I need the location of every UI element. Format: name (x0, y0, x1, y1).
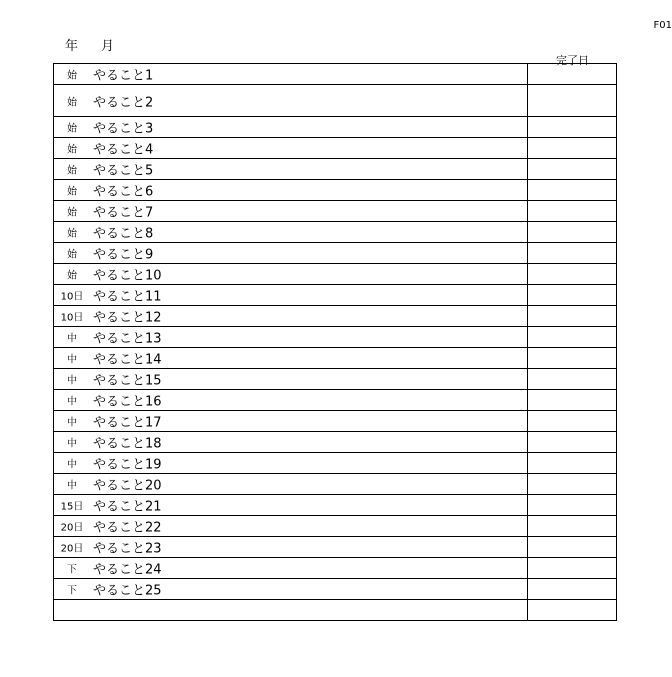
task-cell (54, 390, 528, 411)
task-table (53, 63, 617, 621)
task-label: やること15 (93, 373, 162, 389)
task-label: やること18 (93, 436, 162, 452)
done-date-cell[interactable] (528, 64, 617, 85)
period-tag: 始 (67, 186, 77, 198)
period-tag: 20日 (60, 543, 84, 555)
table-row (54, 85, 617, 117)
task-cell (54, 243, 528, 264)
table-row (54, 474, 617, 495)
task-table-body (54, 64, 617, 621)
table-row (54, 138, 617, 159)
table-row (54, 327, 617, 348)
table-row (54, 579, 617, 600)
task-label: やること13 (93, 331, 162, 347)
month-label: 月 (101, 39, 115, 54)
done-date-cell[interactable] (528, 285, 617, 306)
table-row (54, 369, 617, 390)
done-date-cell[interactable] (528, 432, 617, 453)
period-tag: 始 (67, 207, 77, 219)
task-cell (54, 495, 528, 516)
done-date-cell[interactable] (528, 453, 617, 474)
task-label: やること23 (93, 541, 162, 557)
task-cell (54, 537, 528, 558)
table-row (54, 306, 617, 327)
task-label: やること22 (93, 520, 162, 536)
done-date-header: 完了日 (556, 54, 589, 67)
task-cell (54, 306, 528, 327)
task-cell (54, 117, 528, 138)
task-cell (54, 201, 528, 222)
table-row (54, 222, 617, 243)
table-row (54, 411, 617, 432)
done-date-cell[interactable] (528, 222, 617, 243)
task-cell (54, 85, 528, 117)
done-date-cell[interactable] (528, 558, 617, 579)
task-cell (54, 411, 528, 432)
task-label: やること1 (93, 68, 154, 84)
period-tag: 下 (67, 564, 77, 576)
period-tag: 中 (67, 375, 77, 387)
task-cell (54, 264, 528, 285)
done-date-cell[interactable] (528, 306, 617, 327)
task-label: やること25 (93, 583, 162, 599)
task-label: やること4 (93, 142, 154, 158)
period-tag: 20日 (60, 522, 84, 534)
done-date-cell[interactable] (528, 327, 617, 348)
task-label: やること19 (93, 457, 162, 473)
task-cell (54, 516, 528, 537)
task-cell (54, 159, 528, 180)
table-row (54, 264, 617, 285)
period-tag: 始 (67, 123, 77, 135)
period-tag: 中 (67, 417, 77, 429)
task-label: やること14 (93, 352, 162, 368)
task-cell (54, 180, 528, 201)
period-tag: 始 (67, 249, 77, 261)
task-cell (54, 432, 528, 453)
period-tag: 10日 (60, 291, 84, 303)
period-tag: 始 (67, 70, 77, 82)
year-label: 年 (65, 39, 79, 54)
task-cell (54, 285, 528, 306)
table-row (54, 537, 617, 558)
done-date-cell[interactable] (528, 474, 617, 495)
period-tag: 15日 (60, 501, 84, 513)
task-label: やること8 (93, 226, 154, 242)
done-date-cell[interactable] (528, 411, 617, 432)
table-row (54, 285, 617, 306)
done-date-cell[interactable] (528, 117, 617, 138)
period-tag: 中 (67, 438, 77, 450)
task-label: やること17 (93, 415, 162, 431)
done-date-cell[interactable] (528, 243, 617, 264)
period-tag: 中 (67, 333, 77, 345)
task-label: やること21 (93, 499, 162, 515)
period-tag: 始 (67, 228, 77, 240)
done-date-cell[interactable] (528, 348, 617, 369)
task-label: やること3 (93, 121, 154, 137)
done-date-cell[interactable] (528, 516, 617, 537)
task-label: やること12 (93, 310, 162, 326)
period-tag: 下 (67, 585, 77, 597)
task-cell (54, 558, 528, 579)
table-row (54, 180, 617, 201)
table-row (54, 453, 617, 474)
done-date-cell[interactable] (528, 180, 617, 201)
task-cell (54, 453, 528, 474)
table-row (54, 348, 617, 369)
table-row (54, 432, 617, 453)
table-row (54, 159, 617, 180)
table-row (54, 64, 617, 85)
table-row (54, 516, 617, 537)
done-date-cell[interactable] (528, 600, 617, 621)
task-label: やること7 (93, 205, 154, 221)
task-label: やること2 (93, 95, 154, 110)
task-cell (54, 327, 528, 348)
done-date-cell[interactable] (528, 138, 617, 159)
period-tag: 始 (67, 97, 77, 108)
table-row (54, 243, 617, 264)
task-cell (54, 579, 528, 600)
period-tag: 中 (67, 480, 77, 492)
period-tag: 10日 (60, 312, 84, 324)
done-date-cell[interactable] (528, 85, 617, 117)
task-cell (54, 600, 528, 621)
table-row (54, 558, 617, 579)
period-tag: 始 (67, 270, 77, 282)
task-cell (54, 64, 528, 85)
table-row (54, 495, 617, 516)
task-label: やること9 (93, 247, 154, 263)
task-label: やること16 (93, 394, 162, 410)
task-cell (54, 369, 528, 390)
task-label: やること11 (93, 289, 162, 305)
done-date-cell[interactable] (528, 495, 617, 516)
empty-row (54, 600, 617, 621)
period-tag: 中 (67, 459, 77, 471)
period-tag: 始 (67, 165, 77, 177)
task-cell (54, 348, 528, 369)
task-label: やること24 (93, 562, 162, 578)
table-row (54, 201, 617, 222)
form-code: F01 (653, 20, 672, 31)
table-row (54, 117, 617, 138)
period-tag: 中 (67, 354, 77, 366)
task-cell (54, 138, 528, 159)
task-label: やること20 (93, 478, 162, 494)
done-date-cell[interactable] (528, 159, 617, 180)
period-tag: 中 (67, 396, 77, 408)
done-date-cell[interactable] (528, 579, 617, 600)
done-date-cell[interactable] (528, 264, 617, 285)
task-label: やること10 (93, 268, 162, 284)
done-date-cell[interactable] (528, 537, 617, 558)
task-label: やること6 (93, 184, 154, 200)
table-row (54, 390, 617, 411)
done-date-cell[interactable] (528, 201, 617, 222)
done-date-cell[interactable] (528, 390, 617, 411)
task-cell (54, 474, 528, 495)
task-label: やること5 (93, 163, 154, 179)
done-date-cell[interactable] (528, 369, 617, 390)
period-tag: 始 (67, 144, 77, 156)
task-cell (54, 222, 528, 243)
